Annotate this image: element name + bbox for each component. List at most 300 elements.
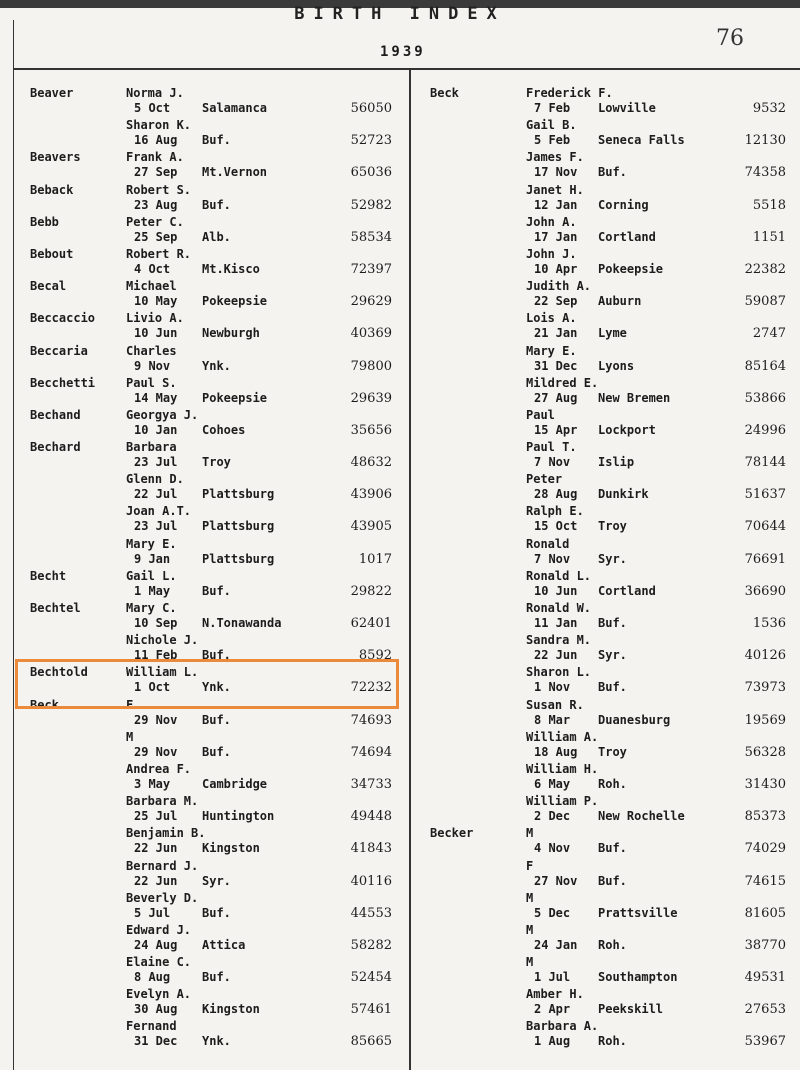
given-name: Judith A.	[526, 279, 592, 294]
birth-place: Buf.	[598, 680, 627, 695]
surname: Becal	[30, 279, 67, 294]
certificate-number: 70644	[744, 519, 786, 535]
birth-date: 2 Dec	[534, 809, 571, 824]
birth-date: 14 May	[134, 390, 178, 405]
birth-place: Buf.	[598, 165, 627, 180]
birth-date: 24 Aug	[134, 937, 178, 952]
given-name: Charles	[126, 343, 177, 358]
index-entry	[430, 504, 795, 536]
birth-place: Buf.	[202, 970, 231, 985]
given-name: Peter	[526, 472, 563, 487]
index-entry	[430, 987, 795, 1019]
birth-date: 8 Mar	[534, 712, 571, 727]
index-entry	[30, 794, 402, 826]
index-entry	[430, 633, 795, 665]
surname: Beback	[30, 182, 74, 197]
index-entry	[30, 118, 402, 150]
given-name: Robert R.	[126, 246, 192, 261]
index-entry	[430, 279, 795, 311]
index-entry	[30, 215, 402, 247]
birth-date: 1 Oct	[134, 680, 171, 695]
page-number: 76	[716, 26, 744, 51]
surname: Beavers	[30, 150, 81, 165]
birth-date: 5 Feb	[534, 133, 571, 148]
certificate-number: 51637	[744, 487, 786, 503]
birth-date: 1 Nov	[534, 680, 571, 695]
birth-place: Buf.	[202, 744, 231, 759]
surname: Becchetti	[30, 375, 96, 390]
certificate-number: 1017	[358, 551, 392, 567]
index-entry	[430, 150, 795, 182]
index-entry	[30, 762, 402, 794]
birth-date: 3 May	[134, 776, 171, 791]
given-name: Janet H.	[526, 182, 584, 197]
birth-place: Cohoes	[202, 422, 246, 437]
index-entry	[430, 955, 795, 987]
given-name: Bernard J.	[126, 858, 199, 873]
birth-date: 10 Jun	[534, 583, 578, 598]
certificate-number: 59087	[744, 294, 786, 310]
birth-date: 2 Apr	[534, 1002, 571, 1017]
certificate-number: 9532	[752, 101, 786, 116]
surname: Bechtold	[30, 665, 88, 680]
birth-date: 22 Jun	[534, 648, 578, 663]
header-rule	[14, 68, 800, 70]
birth-place: Lowville	[598, 101, 656, 115]
index-entry	[30, 376, 402, 408]
index-entry	[30, 987, 402, 1019]
certificate-number: 35656	[350, 422, 392, 438]
birth-date: 9 Jan	[134, 551, 171, 566]
birth-place: Cortland	[598, 229, 656, 244]
index-entry	[430, 730, 795, 762]
birth-place: Buf.	[202, 648, 231, 663]
certificate-number: 72232	[350, 680, 392, 696]
birth-place: Islip	[598, 455, 635, 470]
birth-date: 10 Jun	[134, 326, 178, 341]
certificate-number: 5518	[752, 197, 786, 213]
birth-date: 10 May	[134, 294, 178, 309]
certificate-number: 74615	[744, 873, 786, 889]
given-name: Barbara M.	[126, 794, 199, 809]
index-entry	[30, 859, 402, 891]
birth-date: 22 Jun	[134, 873, 178, 888]
given-name: M	[526, 826, 534, 841]
index-entry	[30, 569, 402, 601]
certificate-number: 40369	[350, 326, 392, 342]
index-entry	[430, 86, 795, 118]
birth-date: 17 Nov	[534, 165, 578, 180]
given-name: Paul	[526, 407, 555, 422]
certificate-number: 62401	[350, 616, 392, 631]
given-name: Sharon K.	[126, 118, 192, 133]
birth-place: Buf.	[598, 616, 627, 630]
birth-date: 22 Sep	[534, 294, 578, 309]
birth-place: Roh.	[598, 937, 627, 952]
birth-date: 8 Aug	[134, 970, 171, 985]
certificate-number: 74029	[744, 841, 786, 857]
given-name: Livio A.	[126, 311, 184, 326]
surname: Bechtel	[30, 601, 81, 615]
certificate-number: 79800	[350, 358, 392, 374]
given-name: Glenn D.	[126, 472, 184, 487]
given-name: Ronald L.	[526, 568, 592, 583]
given-name: M	[526, 955, 534, 970]
index-entry	[30, 955, 402, 987]
given-name: Andrea F.	[126, 761, 192, 776]
given-name: Benjamin B.	[126, 826, 206, 841]
birth-place: Pokeepsie	[202, 390, 268, 405]
certificate-number: 58282	[350, 937, 392, 953]
birth-place: Plattsburg	[202, 551, 275, 566]
given-name: Paul T.	[526, 440, 577, 455]
birth-date: 27 Nov	[534, 873, 578, 888]
birth-date: 22 Jun	[134, 841, 178, 856]
given-name: M	[526, 922, 534, 937]
birth-date: 11 Jan	[534, 616, 578, 630]
certificate-number: 29639	[350, 390, 392, 406]
birth-place: Troy	[598, 744, 627, 759]
index-year: 1939	[380, 44, 426, 60]
birth-date: 23 Jul	[134, 519, 178, 534]
index-entry	[430, 762, 795, 794]
certificate-number: 74693	[350, 712, 392, 728]
birth-place: Ynk.	[202, 358, 231, 373]
certificate-number: 44553	[350, 905, 392, 921]
birth-date: 1 Jul	[534, 970, 571, 985]
birth-date: 5 Dec	[534, 905, 571, 920]
given-name: Amber H.	[526, 987, 584, 1002]
index-entry	[430, 311, 795, 343]
birth-place: Ynk.	[202, 1034, 231, 1049]
certificate-number: 56050	[350, 101, 392, 116]
birth-date: 25 Jul	[134, 809, 178, 824]
index-entry	[430, 1019, 795, 1051]
given-name: Mary E.	[126, 536, 177, 551]
birth-place: Southampton	[598, 970, 678, 985]
birth-date: 7 Nov	[534, 551, 571, 566]
birth-place: Troy	[202, 455, 231, 470]
certificate-number: 65036	[350, 165, 392, 181]
birth-place: Plattsburg	[202, 487, 275, 502]
certificate-number: 22382	[744, 261, 786, 277]
certificate-number: 43906	[350, 487, 392, 503]
certificate-number: 72397	[350, 261, 392, 277]
given-name: Norma J.	[126, 86, 184, 100]
birth-place: Salamanca	[202, 101, 268, 115]
certificate-number: 29822	[350, 583, 392, 599]
birth-place: Buf.	[202, 583, 231, 598]
birth-place: N.Tonawanda	[202, 616, 282, 630]
given-name: William L.	[126, 665, 199, 680]
given-name: Susan R.	[526, 697, 584, 712]
given-name: William A.	[526, 729, 599, 744]
given-name: Gail L.	[126, 568, 177, 583]
index-entry	[430, 408, 795, 440]
given-name: James F.	[526, 150, 584, 165]
birth-place: Lyme	[598, 326, 627, 341]
index-entry	[430, 537, 795, 569]
given-name: Robert S.	[126, 182, 192, 197]
index-entry	[30, 891, 402, 923]
index-entry	[430, 826, 795, 858]
given-name: Mildred E.	[526, 375, 599, 390]
certificate-number: 43905	[350, 519, 392, 535]
birth-place: Kingston	[202, 841, 260, 856]
index-entry	[430, 472, 795, 504]
certificate-number: 2747	[752, 326, 786, 342]
column-divider	[409, 68, 411, 1070]
birth-place: Kingston	[202, 1002, 260, 1017]
certificate-number: 85665	[350, 1034, 392, 1050]
birth-place: Dunkirk	[598, 487, 649, 502]
given-name: Nichole J.	[126, 633, 199, 648]
birth-place: Auburn	[598, 294, 642, 309]
given-name: Georgya J.	[126, 407, 199, 422]
birth-date: 17 Jan	[534, 229, 578, 244]
certificate-number: 53866	[744, 390, 786, 406]
birth-place: Buf.	[598, 841, 627, 856]
birth-place: Huntington	[202, 809, 275, 824]
index-entry	[430, 247, 795, 279]
index-entry	[430, 698, 795, 730]
given-name: Michael	[126, 279, 177, 294]
birth-place: Lyons	[598, 358, 635, 373]
surname: Beccaccio	[30, 311, 96, 326]
birth-date: 16 Aug	[134, 133, 178, 148]
index-entry	[430, 923, 795, 955]
surname: Beaver	[30, 86, 74, 100]
birth-date: 12 Jan	[534, 197, 578, 212]
certificate-number: 29629	[350, 294, 392, 310]
birth-date: 10 Apr	[534, 261, 578, 276]
index-entry	[30, 247, 402, 279]
birth-place: Ynk.	[202, 680, 231, 695]
surname: Bechard	[30, 440, 81, 455]
certificate-number: 81605	[744, 905, 786, 921]
birth-place: Roh.	[598, 776, 627, 791]
certificate-number: 57461	[350, 1002, 392, 1018]
given-name: Mary C.	[126, 601, 177, 615]
index-entry	[30, 923, 402, 955]
given-name: Ronald	[526, 536, 570, 551]
birth-place: Lockport	[598, 422, 656, 437]
birth-place: New Rochelle	[598, 809, 685, 824]
certificate-number: 85373	[744, 809, 786, 825]
certificate-number: 74694	[350, 744, 392, 760]
index-entry	[430, 183, 795, 215]
birth-date: 28 Aug	[534, 487, 578, 502]
birth-date: 10 Sep	[134, 616, 178, 630]
birth-place: Buf.	[598, 873, 627, 888]
birth-date: 5 Oct	[134, 101, 171, 115]
given-name: Joan A.T.	[126, 504, 192, 519]
index-entry	[430, 376, 795, 408]
index-entry	[30, 537, 402, 569]
index-entry	[30, 150, 402, 182]
birth-date: 10 Jan	[134, 422, 178, 437]
given-name: F	[526, 858, 534, 873]
birth-place: Troy	[598, 519, 627, 534]
birth-place: Buf.	[202, 133, 231, 148]
certificate-number: 49531	[744, 970, 786, 986]
birth-place: Roh.	[598, 1034, 627, 1049]
given-name: Barbara	[126, 440, 177, 455]
given-name: Sandra M.	[526, 633, 592, 648]
index-entry	[430, 891, 795, 923]
index-entry	[30, 1019, 402, 1051]
index-entry	[430, 344, 795, 376]
index-entry	[430, 215, 795, 247]
index-entry	[30, 279, 402, 311]
given-name: John A.	[526, 214, 577, 229]
index-entry	[430, 665, 795, 697]
certificate-number: 40116	[350, 873, 392, 889]
certificate-number: 52454	[350, 970, 392, 986]
given-name: Fernand	[126, 1019, 177, 1034]
birth-date: 29 Nov	[134, 712, 178, 727]
birth-place: Cortland	[598, 583, 656, 598]
birth-date: 9 Nov	[134, 358, 171, 373]
birth-date: 5 Jul	[134, 905, 171, 920]
given-name: Mary E.	[526, 343, 577, 358]
certificate-number: 41843	[350, 841, 392, 857]
left-column	[30, 86, 402, 1052]
page-title: BIRTH INDEX	[294, 4, 506, 24]
certificate-number: 53967	[744, 1034, 786, 1050]
certificate-number: 8592	[358, 648, 392, 664]
given-name: Evelyn A.	[126, 987, 192, 1002]
certificate-number: 38770	[744, 937, 786, 953]
birth-date: 11 Feb	[134, 648, 178, 663]
index-entry	[30, 183, 402, 215]
index-entry	[30, 86, 402, 118]
birth-date: 25 Sep	[134, 229, 178, 244]
certificate-number: 52723	[350, 133, 392, 149]
given-name: Gail B.	[526, 118, 577, 133]
given-name: F	[126, 697, 134, 712]
birth-date: 31 Dec	[534, 358, 578, 373]
birth-place: Plattsburg	[202, 519, 275, 534]
index-entry	[30, 440, 402, 472]
given-name: Lois A.	[526, 311, 577, 326]
certificate-number: 1536	[752, 616, 786, 631]
index-entry	[430, 794, 795, 826]
birth-place: Cambridge	[202, 776, 268, 791]
index-entry	[30, 504, 402, 536]
birth-place: Syr.	[598, 551, 627, 566]
given-name: M	[526, 890, 534, 905]
birth-date: 1 May	[134, 583, 171, 598]
certificate-number: 76691	[744, 551, 786, 567]
birth-place: Newburgh	[202, 326, 260, 341]
given-name: William H.	[526, 761, 599, 776]
certificate-number: 58534	[350, 229, 392, 245]
given-name: Frank A.	[126, 150, 184, 165]
given-name: Edward J.	[126, 922, 192, 937]
index-entry	[430, 859, 795, 891]
surname: Bechand	[30, 407, 81, 422]
given-name: Paul S.	[126, 375, 177, 390]
birth-date: 4 Oct	[134, 261, 171, 276]
given-name: Frederick F.	[526, 86, 613, 100]
birth-date: 21 Jan	[534, 326, 578, 341]
birth-place: Buf.	[202, 905, 231, 920]
birth-date: 4 Nov	[534, 841, 571, 856]
surname: Bebb	[30, 214, 59, 229]
given-name: Ronald W.	[526, 601, 592, 615]
birth-place: Attica	[202, 937, 246, 952]
surname: Becht	[30, 568, 67, 583]
birth-date: 6 May	[534, 776, 571, 791]
birth-date: 1 Aug	[534, 1034, 571, 1049]
certificate-number: 40126	[744, 648, 786, 664]
surname: Becker	[430, 826, 474, 841]
birth-place: Peekskill	[598, 1002, 664, 1017]
certificate-number: 27653	[744, 1002, 786, 1018]
index-entry	[30, 311, 402, 343]
given-name: Barbara A.	[526, 1019, 599, 1034]
birth-place: Buf.	[202, 712, 231, 727]
birth-place: Pokeepsie	[598, 261, 664, 276]
given-name: M	[126, 729, 134, 744]
birth-place: Mt.Vernon	[202, 165, 268, 180]
index-entry	[30, 826, 402, 858]
index-entry	[30, 730, 402, 762]
birth-date: 15 Oct	[534, 519, 578, 534]
surname: Beck	[430, 86, 459, 100]
given-name: Beverly D.	[126, 890, 199, 905]
surname: Beck	[30, 697, 59, 712]
index-entry	[430, 601, 795, 633]
certificate-number: 73973	[744, 680, 786, 696]
given-name: Sharon L.	[526, 665, 592, 680]
birth-date: 29 Nov	[134, 744, 178, 759]
certificate-number: 74358	[744, 165, 786, 181]
certificate-number: 19569	[744, 712, 786, 728]
birth-place: Duanesburg	[598, 712, 671, 727]
certificate-number: 1151	[752, 229, 786, 245]
birth-date: 24 Jan	[534, 937, 578, 952]
certificate-number: 85164	[744, 358, 786, 374]
certificate-number: 48632	[350, 455, 392, 471]
birth-date: 15 Apr	[534, 422, 578, 437]
birth-place: New Bremen	[598, 390, 671, 405]
birth-place: Prattsville	[598, 905, 678, 920]
surname: Beccaria	[30, 343, 88, 358]
certificate-number: 52982	[350, 197, 392, 213]
given-name: Elaine C.	[126, 955, 192, 970]
certificate-number: 78144	[744, 455, 786, 471]
right-column	[430, 86, 795, 1052]
certificate-number: 56328	[744, 744, 786, 760]
birth-place: Alb.	[202, 229, 231, 244]
birth-place: Pokeepsie	[202, 294, 268, 309]
birth-place: Syr.	[202, 873, 231, 888]
certificate-number: 49448	[350, 809, 392, 825]
highlight-box	[15, 659, 399, 709]
birth-date: 30 Aug	[134, 1002, 178, 1017]
birth-date: 7 Nov	[534, 455, 571, 470]
birth-date: 23 Jul	[134, 455, 178, 470]
index-entry	[430, 118, 795, 150]
index-entry	[30, 408, 402, 440]
index-entry	[430, 440, 795, 472]
certificate-number: 24996	[744, 422, 786, 438]
given-name: William P.	[526, 794, 599, 809]
birth-date: 27 Sep	[134, 165, 178, 180]
index-entry	[430, 569, 795, 601]
